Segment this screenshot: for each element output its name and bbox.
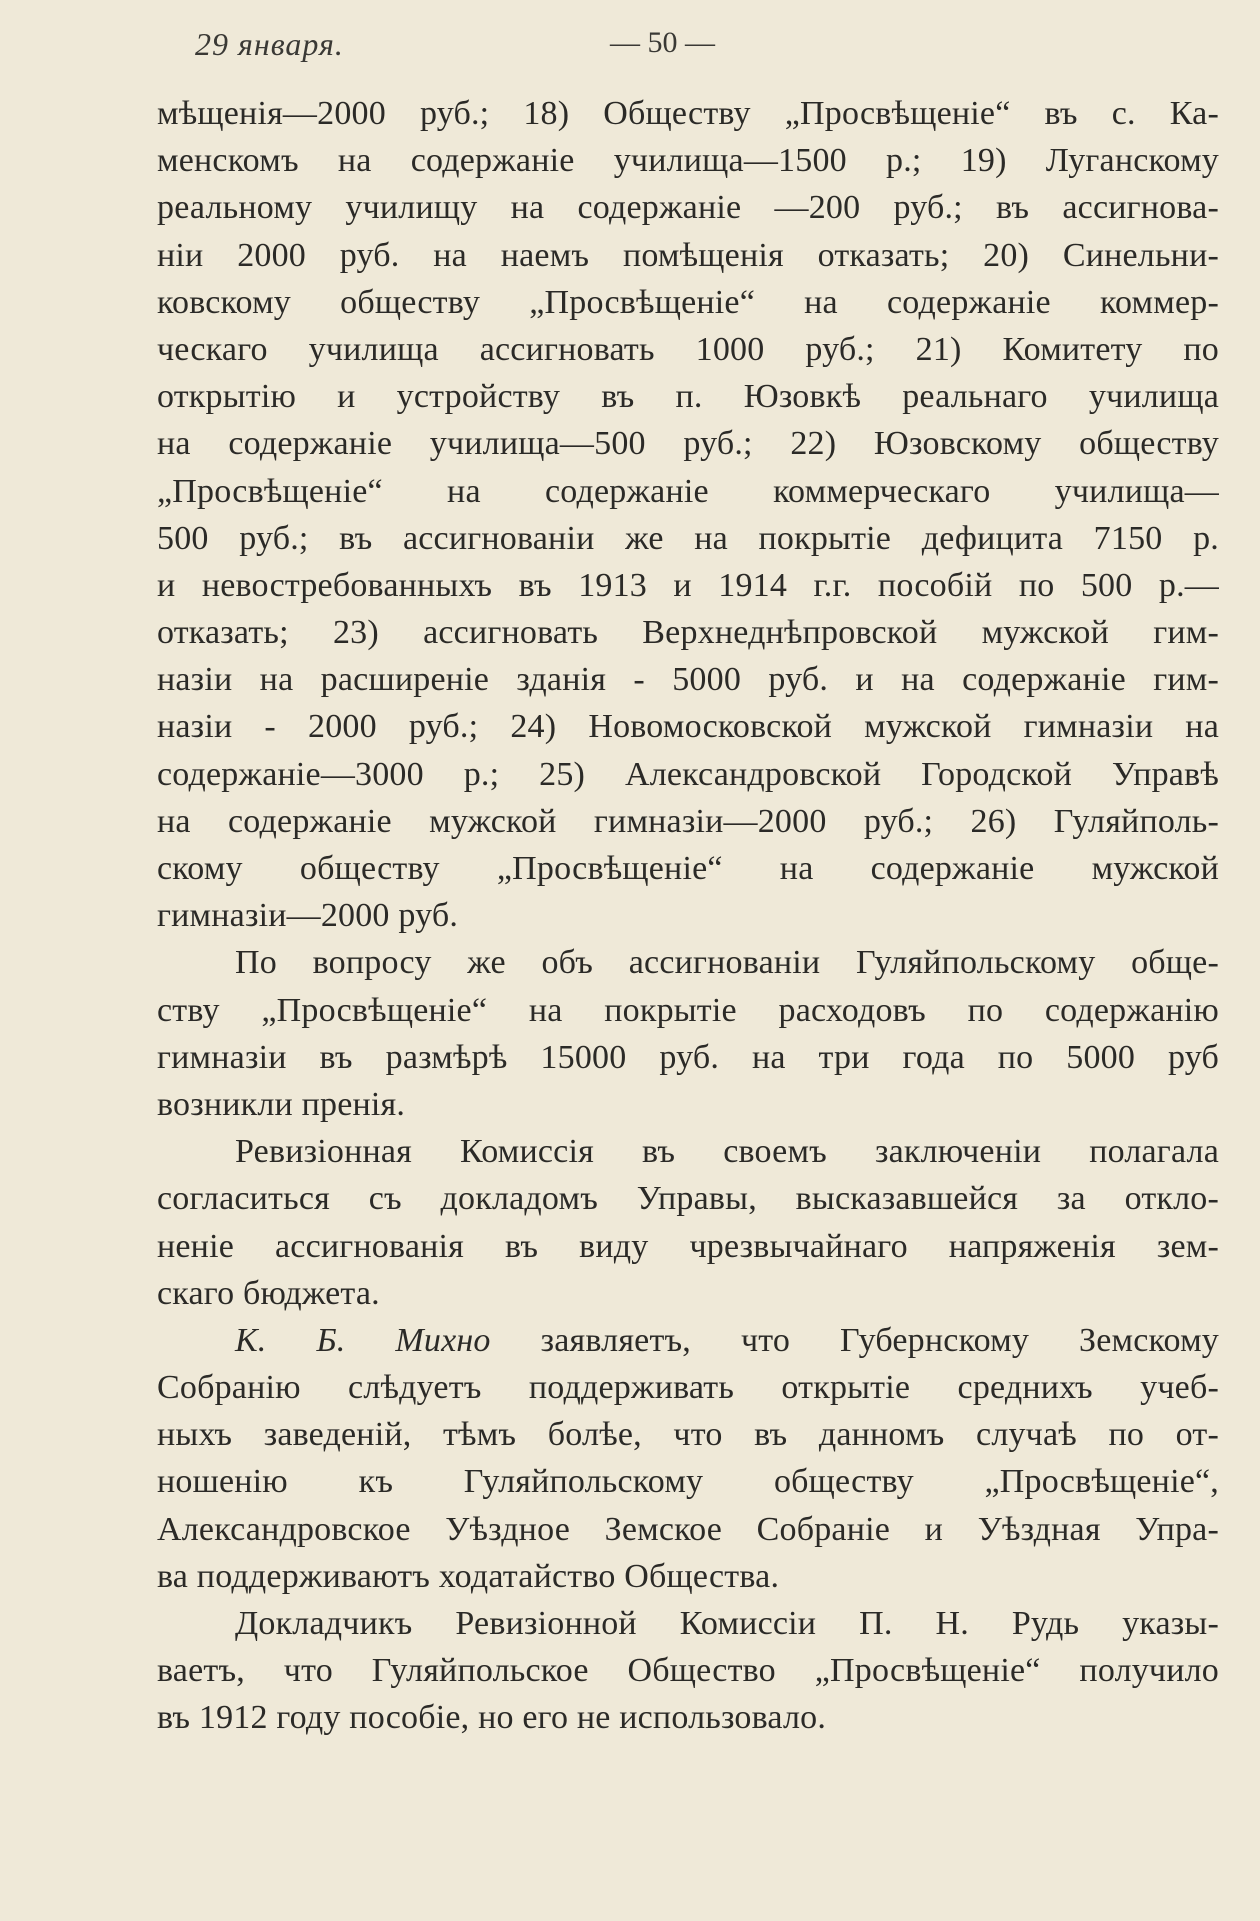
text-line: и невостребованныхъ въ 1913 и 1914 г.г. пособій по 500 р.— [157,566,1219,604]
body-text [157,90,1219,1742]
speaker-statement: заявляетъ, что Губернскому Земскому [490,1321,1219,1359]
text-line: отказать; 23) ассигновать Верхнеднѣпровской мужской гим- [157,614,1219,652]
text-line: въ 1912 году пособіе, но его не использовало. [157,1699,827,1737]
text-line [157,1317,1219,1364]
text-line: Собранію слѣдуетъ поддерживать открытіе среднихъ учеб- [157,1369,1219,1407]
text-line: возникли пренія. [157,1085,406,1123]
text-line: ству „Просвѣщеніе“ на покрытіе расходовъ по содержанію [157,991,1219,1029]
text-line: открытію и устройству въ п. Юзовкѣ реальнаго училища [157,378,1219,416]
text-line: на содержаніе мужской гимназіи—2000 руб.; 26) Гуляйполь- [157,802,1219,840]
speaker-name: К. Б. Михно [235,1321,491,1359]
text-line: неніе ассигнованія въ виду чрезвычайнаго напряженія зем- [157,1227,1219,1265]
text-line: ческаго училища ассигновать 1000 руб.; 21) Комитету по [157,330,1219,368]
text-line: ніи 2000 руб. на наемъ помѣщенія отказать; 20) Синельни- [157,236,1219,274]
text-line: 500 руб.; въ ассигнованіи же на покрытіе дефицита 7150 р. [157,519,1219,557]
text-line: Докладчикъ Ревизіонной Комиссіи П. Н. Рудь указы- [235,1605,1219,1642]
text-line: содержаніе—3000 р.; 25) Александровской Городской Управѣ [157,755,1219,793]
text-line: менскомъ на содержаніе училища—1500 р.; 19) Луганскому [157,142,1219,180]
text-line: гимназіи—2000 руб. [157,897,459,935]
text-line: ныхъ заведеній, тѣмъ болѣе, что въ данномъ случаѣ по от- [157,1416,1219,1454]
text-line: ва поддерживаютъ ходатайство Общества. [157,1557,780,1595]
page-header [0,26,1260,76]
text-line: „Просвѣщеніе“ на содержаніе коммерческаго училища— [157,472,1219,510]
text-line: назіи - 2000 руб.; 24) Новомосковской мужской гимназіи на [157,708,1219,746]
header-date: 29 января. [195,26,344,62]
text-line: назіи на расширеніе зданія - 5000 руб. и на содержаніе гим- [157,661,1219,699]
text-line: реальному училищу на содержаніе —200 руб.; въ ассигнова- [157,189,1219,227]
text-line: ношенію къ Гуляйпольскому обществу „Просвѣщеніе“, [157,1463,1219,1501]
text-line: ковскому обществу „Просвѣщеніе“ на содержаніе коммер- [157,283,1219,321]
page-number: — 50 — [610,26,715,59]
text-line: ваетъ, что Гуляйпольское Общество „Просвѣщеніе“ получило [157,1652,1219,1690]
text-line: скаго бюджета. [157,1274,380,1312]
text-line: Александровское Уѣздное Земское Собраніе и Уѣздная Упра- [157,1510,1219,1548]
text-line: мѣщенія—2000 руб.; 18) Обществу „Просвѣщеніе“ въ с. Ка- [157,95,1219,132]
text-line: Ревизіонная Комиссія въ своемъ заключеніи полагала [235,1133,1219,1171]
text-line: согласиться съ докладомъ Управы, высказавшейся за откло- [157,1180,1219,1218]
text-line: По вопросу же объ ассигнованіи Гуляйпольскому обще- [235,944,1219,982]
text-line: скому обществу „Просвѣщеніе“ на содержаніе мужской [157,850,1219,887]
text-line: на содержаніе училища—500 руб.; 22) Юзовскому обществу [157,425,1219,463]
text-line: гимназіи въ размѣрѣ 15000 руб. на три года по 5000 руб [157,1038,1219,1076]
